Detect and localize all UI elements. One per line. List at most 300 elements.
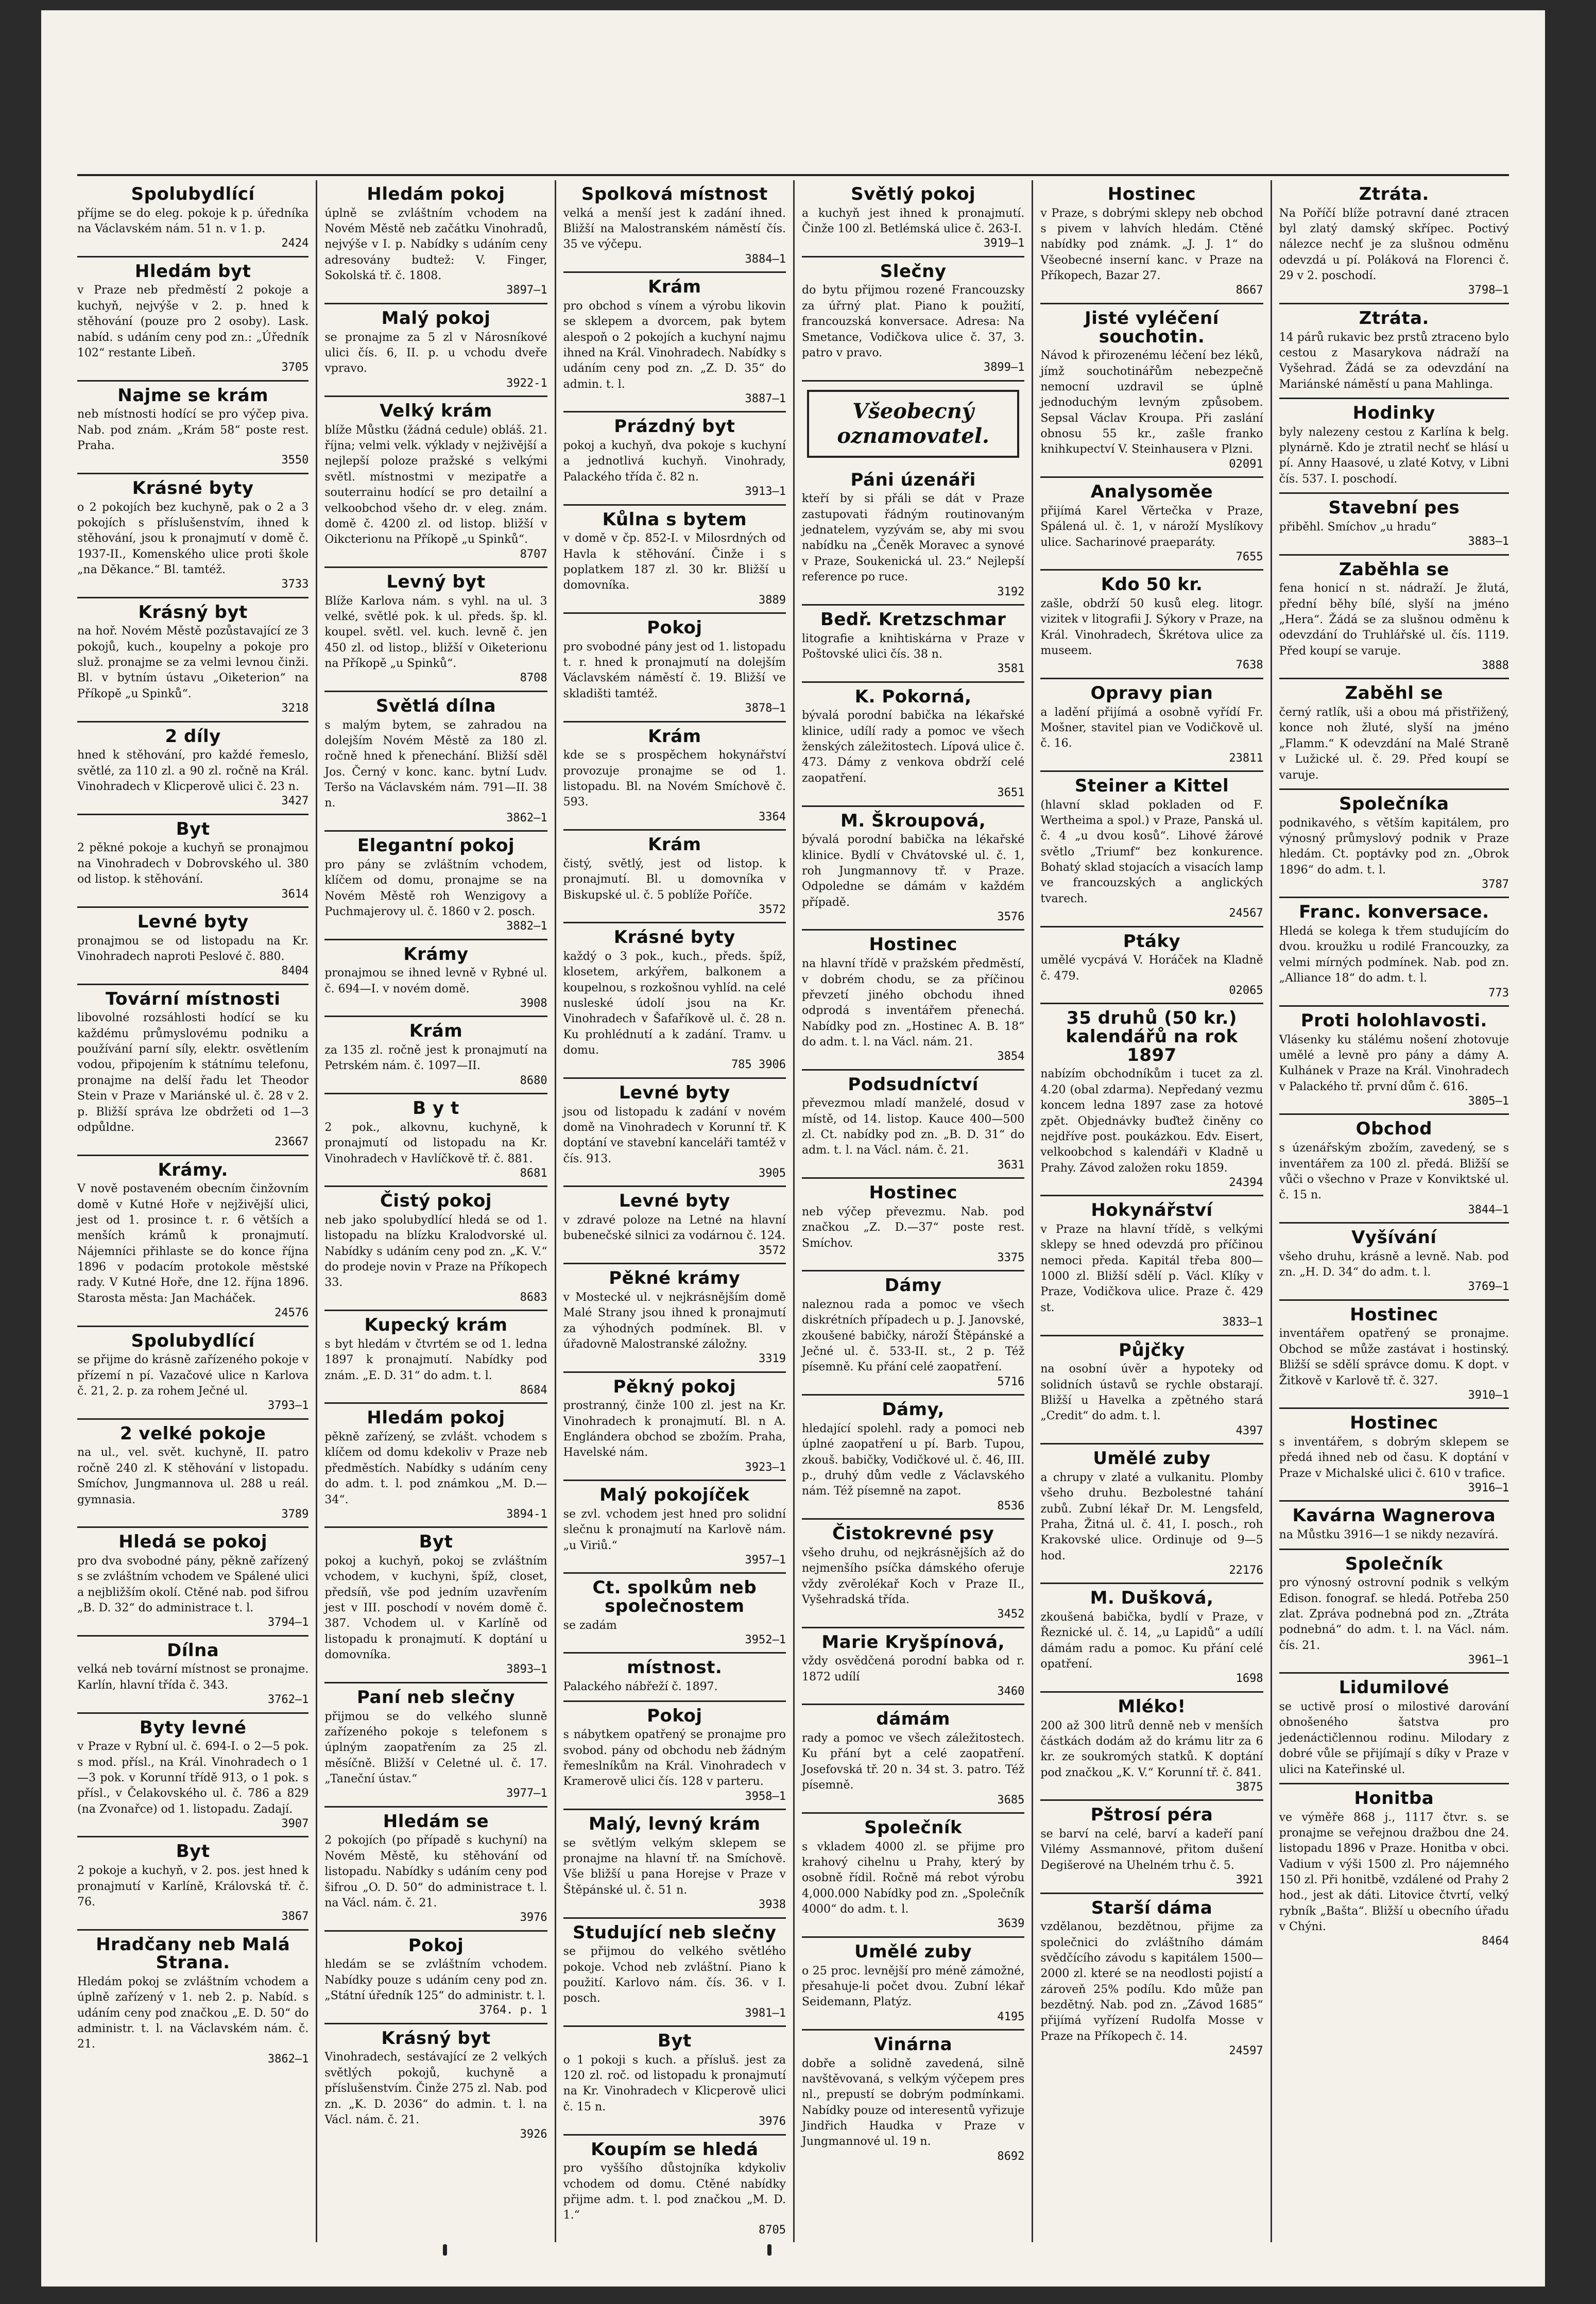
ad-title: Čistokrevné psy bbox=[832, 1523, 994, 1544]
ad-title: Krásné byty bbox=[613, 927, 735, 948]
classified-ad bbox=[1279, 1674, 1509, 1784]
ad-title: Starší dáma bbox=[1091, 1897, 1213, 1918]
ad-text: pokoj a kuchyň, dva pokoje s kuchyní a jednotlivá kuchyň. Vinohrady, Palackého třída č. 82 n. bbox=[563, 439, 786, 484]
newspaper-page bbox=[41, 10, 1545, 2286]
ad-text: a kuchyň jest ihned k pronajmutí. Činže 100 zl. Betlémská ulice č. 263-I. bbox=[802, 207, 1025, 236]
classified-ad bbox=[1279, 1224, 1509, 1301]
ad-text: umělé vycpává V. Horáček na Kladně č. 479. bbox=[1040, 954, 1263, 983]
ad-code: 7655 bbox=[1235, 550, 1263, 563]
ad-code: 3833—1 bbox=[1222, 1316, 1263, 1329]
classified-ad bbox=[802, 180, 1024, 257]
ad-code: 3926 bbox=[520, 2128, 547, 2141]
ad-text: bývalá porodní babička na lékařské klinice, udílí rady a pomoc ve všech ženských záležitostech. Lípová ulice č. 473. Dámy z venkova obdrží celé zaopatření. bbox=[802, 709, 1025, 785]
classified-ad bbox=[324, 1808, 547, 1932]
ad-title: Steiner a Kittel bbox=[1074, 775, 1229, 796]
classified-ad bbox=[1279, 1301, 1509, 1409]
ad-code: 3705 bbox=[281, 361, 309, 374]
ad-title: Vinárna bbox=[874, 2034, 953, 2055]
ad-code: 3875 bbox=[1235, 1780, 1263, 1794]
classified-ad bbox=[802, 1179, 1024, 1271]
footer-mark-right bbox=[767, 2244, 771, 2256]
classified-ad bbox=[802, 1628, 1024, 1706]
ad-title: M. Dušková, bbox=[1090, 1588, 1214, 1609]
ad-text: se přijme do krásně zařízeného pokoje v přízemí n pí. Vazačové ulice n Karlova č. 21, 2. p. za rohem Ječné ul. bbox=[77, 1353, 309, 1398]
ad-text: velká neb tovární místnost se pronajme. Karlín, hlavní třída č. 343. bbox=[77, 1663, 309, 1692]
ad-code: 3854 bbox=[997, 1050, 1025, 1063]
classified-ad bbox=[324, 940, 547, 1018]
ad-title: Pokoj bbox=[408, 1935, 464, 1956]
ad-text: každý o 3 pok., kuch., předs. špíž, klosetem, arkýřem, balkonem a koupelnou, s rozkošnou vyhlíd. na celé nusleské údolí jsou na Kr. Vinohradech v Šafaříkově ul. č. 28 n. Ku prohlédnutí a k zadání. Tramv. u domu. bbox=[563, 950, 786, 1057]
classified-ad bbox=[1279, 790, 1509, 899]
ad-code: 3639 bbox=[997, 1917, 1025, 1931]
classified-ad bbox=[563, 2136, 786, 2243]
classified-ad bbox=[1279, 494, 1509, 555]
ad-text: přijmou se do velkého slunně zařízeného pokoje s telefonem s úplným zaopatřením za 25 zl. měsíčně. Bližší v Celetné ul. č. 17. „Taneční ústav.“ bbox=[324, 1710, 547, 1785]
ad-code: 3893—1 bbox=[506, 1663, 547, 1676]
ad-code: 8680 bbox=[520, 1074, 547, 1087]
classified-ad bbox=[1279, 1550, 1509, 1674]
ad-text: pro výnosný ostrovní podnik s velkým Edison. fonograf. se hledá. Potřeba 250 zlat. Zpráva podnebná pod zn. „Ztráta podnebná“ do adm. t. l. na Václ. nám. čís. 21. bbox=[1279, 1576, 1509, 1652]
ad-code: 8708 bbox=[520, 672, 547, 685]
ad-code: 7638 bbox=[1235, 659, 1263, 672]
top-rule bbox=[77, 174, 1509, 176]
ad-title: 2 velké pokoje bbox=[119, 1423, 266, 1444]
classified-ad bbox=[324, 1017, 547, 1094]
ad-code: 3897—1 bbox=[506, 284, 547, 297]
ad-text: pro obchod s vínem a výrobu likovin se sklepem a dvorcem, pak bytem alespoň o 2 pokojích a kuchyní najmu ihned na Král. Vinohradech. Nabídky s udáním ceny pod zn. „Z. D. 35“ do admin. t. l. bbox=[563, 299, 786, 391]
classified-ad bbox=[563, 1079, 786, 1188]
classified-ad bbox=[1279, 1409, 1509, 1502]
classified-ad bbox=[1040, 1445, 1263, 1584]
ad-code: 5716 bbox=[997, 1375, 1025, 1388]
classified-ad bbox=[802, 931, 1024, 1070]
ad-code: 3976 bbox=[759, 2115, 786, 2128]
classified-ad bbox=[1040, 180, 1263, 304]
ad-text: černý ratlík, uši a obou má přistřižený, konce noh žluté, slyší na jméno „Flamm.“ K odevzdání na Malé Straně v Lužické ul. č. 29. Před koupí se varuje. bbox=[1279, 706, 1509, 782]
ad-code: 23667 bbox=[274, 1136, 309, 1149]
classified-ad bbox=[802, 2031, 1024, 2169]
ad-code: 3916—1 bbox=[1468, 1482, 1509, 1495]
ad-text: vzdělanou, bezdětnou, přijme za společnici do zvláštního dámám svědčícího závodu s kapitálem 1500—2000 zl. které se na neodlosti pojistí a zároveň 25% podílu. Kdo může pan bezdětný. Nab. pod zn. „Závod 1685“ přijímá vyřízení Rudolfa Mosse v Praze na Příkopech č. 14. bbox=[1040, 1920, 1263, 2043]
ad-code: 3884—1 bbox=[745, 252, 786, 266]
ad-text: za 135 zl. ročně jest k pronajmutí na Petrském nám. č. 1097—II. bbox=[324, 1044, 547, 1073]
ad-text: libovolné rozsáhlosti hodící se ku každému průmyslovému podniku a používání parní síly, elektr. osvětlením vodou, připojením k státnímu telefonu, pronajme na delší řadu let Theodor Stein v Praze v Mariánské ul. č. 28 v 2. p. Bližší správa lze obdržeti od 1—3 odpůldne. bbox=[77, 1011, 309, 1134]
classified-ad bbox=[77, 1637, 308, 1714]
ad-code: 3572 bbox=[759, 903, 786, 916]
classified-ad bbox=[77, 723, 308, 815]
ad-title: Krásný byt bbox=[381, 2027, 491, 2049]
column-1 bbox=[77, 180, 316, 2242]
ad-title: Slečny bbox=[880, 261, 947, 282]
ad-code: 3977—1 bbox=[506, 1787, 547, 1800]
ad-text: se přijmou do velkého světlého pokoje. Vchod neb zvláštní. Piano k použití. Karlovo nám. čís. 36. v I. posch. bbox=[563, 1945, 786, 2005]
ad-code: 8464 bbox=[1482, 1935, 1509, 1948]
ad-text: v Praze, s dobrými sklepy neb obchod s pivem v lahvích hledám. Ctěné nabídky pod známk. „J. J. 1“ do Všeobecné inserní kanc. v Praze na Příkopech, Bazar 27. bbox=[1040, 207, 1263, 283]
ad-title: Spolubydlící bbox=[131, 184, 255, 204]
ad-title: Pokoj bbox=[647, 617, 702, 639]
ad-text: na hlavní třídě v pražském předměstí, v dobrém chodu, se za příčinou převzetí jiného obchodu ihned odprodá s inventářem přenechá. Nabídky pod zn. „Hostinec A. B. 18“ do adm. t. l. na Václ. nám. 21. bbox=[802, 957, 1025, 1048]
ad-text: nabízím obchodníkům i tucet za zl. 4.20 (obal zdarma). Nepředaný vezmu koncem ledna 1897 zase za hotové zpět. Objednávky buďtež činěny co nejdříve post. poukázkou. Edv. Eisert, velkoobchod s kalendáři v Kladně u Prahy. Závod založen roku 1859. bbox=[1040, 1068, 1263, 1175]
classified-ad bbox=[1279, 1007, 1509, 1115]
classified-ad bbox=[802, 466, 1024, 606]
ad-code: 24597 bbox=[1229, 2044, 1263, 2058]
ad-code: 3952—1 bbox=[745, 1634, 786, 1647]
ad-text: se zadám bbox=[563, 1619, 617, 1632]
ad-text: prostranný, činže 100 zl. jest na Kr. Vinohradech k pronajmutí. Bl. n A. Englándera obchod se zbožím. Praha, Havelské nám. bbox=[563, 1399, 786, 1459]
ad-text: v Mostecké ul. v nejkrásnějším domě Malé Strany jsou ihned k pronajmutí za výhodných podmínek. Bl. v úřadovně Malostranské záložny. bbox=[563, 1291, 786, 1351]
ad-title: Dámy, bbox=[882, 1399, 945, 1420]
classified-ad bbox=[77, 908, 308, 985]
ad-text: v zdravé poloze na Letné na hlavní bubenečské silnici za vodárnou č. 124. bbox=[563, 1214, 786, 1243]
ad-text: pro vyššího důstojníka kdykoliv vchodem od domu. Ctěné nabídky přijme adm. t. l. pod značkou „M. D. 1.“ bbox=[563, 2162, 786, 2222]
classified-ad bbox=[563, 1481, 786, 1574]
ad-code: 8667 bbox=[1235, 284, 1263, 297]
classified-ad bbox=[324, 1528, 547, 1683]
ad-title: Kupecký krám bbox=[364, 1315, 508, 1336]
ad-title: Najme se krám bbox=[117, 385, 269, 406]
ad-text: neb místnosti hodící se pro výčep piva. Nab. pod znám. „Krám 58“ poste rest. Praha. bbox=[77, 408, 309, 453]
ad-code: 3862—1 bbox=[267, 2052, 309, 2066]
classified-ad bbox=[77, 257, 308, 382]
ad-title: Krám bbox=[648, 726, 701, 747]
ad-title: Bedř. Kretzschmar bbox=[820, 609, 1006, 630]
ad-text: 14 párů rukavic bez prstů ztraceno bylo cestou z Masarykova nádraží na Vyšehrad. Žádá se za odevzdání na Mariánské náměstí u pana Mahlinga. bbox=[1279, 331, 1509, 391]
classified-ad bbox=[563, 1574, 786, 1654]
classified-ad bbox=[1040, 772, 1263, 927]
classified-ad bbox=[563, 506, 786, 614]
ad-title: Prázdný byt bbox=[614, 416, 735, 437]
ad-title: místnost. bbox=[627, 1657, 723, 1678]
ad-text: V nově postaveném obecním činžovním domě v Kutné Hoře v nejživější ulici, jest od 1. prosince t. r. 6 větších a menších krámů k pronajmutí. Nájemníci přihlaste se do konce října 1896 v podacím protokole městské rady. V Kutné Hoře, dne 12. října 1896. Starosta města: Jan Macháček. bbox=[77, 1182, 309, 1305]
column-5 bbox=[1032, 180, 1270, 2242]
ad-code: 8404 bbox=[281, 965, 309, 978]
classified-ad bbox=[1279, 1784, 1509, 1954]
ad-title: Zaběhla se bbox=[1338, 559, 1449, 580]
ad-text: zkoušená babička, bydlí v Praze, v Řeznické ul. č. 14, „u Lapidů“ a udílí dámám radu a pomoc. Ku přání celé opatření. bbox=[1040, 1611, 1263, 1671]
ad-code: 3375 bbox=[997, 1251, 1025, 1264]
ad-title: K. Pokorná, bbox=[854, 686, 972, 707]
ad-title: Levný byt bbox=[386, 571, 486, 592]
ad-text: všeho druhu, krásně a levně. Nab. pod zn. „H. D. 34“ do adm. t. l. bbox=[1279, 1250, 1509, 1279]
ad-code: 3789 bbox=[281, 1507, 309, 1521]
ad-text: se světlým velkým sklepem se pronajme na hlavní tř. na Smíchově. Vše bližší u pana Horejse v Praze v Štěpánské ul. č. 51 n. bbox=[563, 1836, 786, 1897]
ad-text: ve výměře 868 j., 1117 čtvr. s. se pronajme se veřejnou dražbou dne 24. listopadu 1896 v Praze. Honitba v obci. Vadium v výši 1500 zl. Pro nájemného 150 zl. Při honitbě, vzdálené od Prahy 2 hod., jest ak dáti. Litovice čtvrtí, velký rybník „Bašta“. Bližší u obecního úřadu v Chýni. bbox=[1279, 1811, 1509, 1934]
classified-ad bbox=[77, 1931, 308, 2072]
ad-code: 3862—1 bbox=[506, 811, 547, 824]
classified-columns bbox=[77, 180, 1509, 2237]
ad-text: Palackého nábřeží č. 1897. bbox=[563, 1680, 718, 1694]
classified-ad bbox=[802, 1271, 1024, 1396]
ad-text: čistý, světlý, jest od listop. k pronajmutí. Bl. u domovníka v Biskupské ul. č. 5 poblíže Poříče. bbox=[563, 857, 786, 902]
classified-ad bbox=[563, 1373, 786, 1482]
classified-ad bbox=[563, 831, 786, 923]
ad-title: Marie Kryšpínová, bbox=[821, 1631, 1005, 1653]
classified-ad bbox=[802, 1705, 1024, 1814]
ad-title: Hradčany neb Malá Strana. bbox=[96, 1934, 290, 1973]
ad-title: Krám bbox=[648, 834, 701, 855]
ad-text: se barví na celé, barví a kadeří paní Vilémy Assmannové, přitom dušení Degišerové na Uhelném trhu č. 5. bbox=[1040, 1828, 1263, 1872]
ad-text: pěkně zařízený, se zvlášt. vchodem s klíčem od domu kdekoliv v Praze neb předměstích. Nabídky s udáním ceny do adm. t. l. pod známkou „M. D.—34“. bbox=[324, 1431, 547, 1506]
ad-text: kde se s prospěchem hokynářství provozuje pronajme se od 1. listopadu. Bl. na Novém Smíchově č. 593. bbox=[563, 749, 786, 809]
ad-code: 4397 bbox=[1235, 1424, 1263, 1437]
ad-title: Byt bbox=[657, 2031, 692, 2052]
ad-code: 3685 bbox=[997, 1793, 1025, 1807]
ad-code: 3882—1 bbox=[506, 920, 547, 933]
ad-text: přiběhl. Smíchov „u hradu“ bbox=[1279, 520, 1437, 534]
classified-ad bbox=[1279, 556, 1509, 680]
ad-code: 3793—1 bbox=[267, 1399, 309, 1413]
ad-text: pronajmou se ihned levně v Rybné ul. č. 694—I. v novém domě. bbox=[324, 967, 547, 995]
ad-text: s úzenářským zbožím, zavedený, se s inventářem za 100 zl. předá. Bližší se vůči o všechno v Praze v Konviktské ul. č. 15 n. bbox=[1279, 1142, 1509, 1202]
ad-title: Hostinec bbox=[1107, 184, 1196, 204]
classified-ad bbox=[563, 1654, 786, 1701]
ad-title: 2 díly bbox=[165, 726, 221, 747]
ad-code: 3905 bbox=[759, 1166, 786, 1180]
ad-text: Na Poříčí blíže potravní dané ztracen byl zlatý damský skřípec. Poctivý nálezce nechť je za slušnou odměnu odevzdá u pí. Poláková na Florenci č. 29 v 2. poschodí. bbox=[1279, 207, 1509, 283]
ad-title: Pokoj bbox=[647, 1705, 702, 1726]
ad-text: litografie a knihtiskárna v Praze v Poštovské ulici čís. 38 n. bbox=[802, 632, 1025, 661]
footer-marks bbox=[41, 2235, 1545, 2256]
ad-title: Malý, levný krám bbox=[589, 1814, 761, 1835]
classified-ad bbox=[324, 397, 547, 568]
ad-title: Byt bbox=[419, 1532, 453, 1553]
ad-text: naleznou rada a pomoc ve všech diskrétních případech u p. J. Janovské, zkoušené babičky, nároží Štěpánské a Ječné ul. č. 533-II. st., 2 p. Též písemně. Ku přání celé zaopatření. bbox=[802, 1298, 1025, 1374]
classified-ad bbox=[563, 1919, 786, 2027]
classified-ad bbox=[1279, 1115, 1509, 1224]
ad-code: 3581 bbox=[997, 662, 1025, 676]
classified-ad bbox=[563, 2027, 786, 2136]
ad-title: Dámy bbox=[884, 1275, 942, 1296]
ad-code: 3910—1 bbox=[1468, 1388, 1509, 1402]
ad-text: s vkladem 4000 zl. se přijme pro krahový cihelnu u Prahy, který by osobně řídil. Ročně má rebot výrobu 4,000.000 Nabídky pod zn. „Společník 4000“ do adm. t. l. bbox=[802, 1840, 1025, 1916]
ad-title: Paní neb slečny bbox=[356, 1687, 516, 1708]
ad-text: dobře a solidně zavedená, silně navštěvovaná, s velkým výčepem pres nl., prepustí se dobrým podmínkami. Nabídky pouze od interesentů vyřizuje Jindřich Haudka v Praze v Jungmannové ul. 19 n. bbox=[802, 2057, 1025, 2148]
ad-title: Kdo 50 kr. bbox=[1101, 574, 1203, 595]
classified-ad bbox=[802, 606, 1024, 683]
ad-text: hledám se se zvláštním vchodem. Nabídky pouze s udáním ceny pod zn. „Státní úředník 125“ do administr. t. l. bbox=[324, 1958, 547, 2003]
ad-code: 3976 bbox=[520, 1911, 547, 1924]
ad-title: Světlý pokoj bbox=[851, 184, 976, 204]
classified-ad bbox=[324, 180, 547, 304]
ad-text: se zvl. vchodem jest hned pro solidní slečnu k pronajmutí na Karlově nám. „u Viriů.“ bbox=[563, 1507, 786, 1552]
ad-title: Kůlna s bytem bbox=[602, 509, 747, 530]
classified-ad bbox=[1040, 927, 1263, 1005]
ad-title: Analysoměe bbox=[1090, 482, 1213, 503]
classified-ad bbox=[1040, 1693, 1263, 1801]
ad-text: na hoř. Novém Městě pozůstavající ze 3 pokojů, kuch., koupelny a pokoje pro služ. pronajme se za velmi levnou činži. Bl. v bytním ústavu „Oiketerion“ na Příkopě „u Spinků“. bbox=[77, 625, 309, 700]
ad-code: 3887—1 bbox=[745, 392, 786, 405]
ad-code: 3733 bbox=[281, 578, 309, 591]
classified-ad bbox=[324, 692, 547, 832]
ad-title: Proti holohlavosti. bbox=[1300, 1010, 1487, 1031]
ad-title: Ct. spolkům neb společnostem bbox=[592, 1577, 757, 1617]
ad-text: převezmou mladí manželé, dosud v místě, od 14. listop. Kauce 400—500 zl. Ct. nabídky pod zn. „B. D. 31“ do adm. t. l. na Václ. nám. č. 21. bbox=[802, 1097, 1025, 1157]
ad-text: v Praze neb předměstí 2 pokoje a kuchyň, nejvýše v 2. p. hned k stěhování (pouze pro 2 osoby). Lask. nabíd. s udáním ceny pod zn.: „Úředník 102“ restante Libeň. bbox=[77, 284, 309, 359]
ad-title: Podsudníctví bbox=[848, 1074, 979, 1095]
ad-title: Hledám byt bbox=[134, 261, 251, 282]
ad-text: na Můstku 3916—1 se nikdy nezavírá. bbox=[1279, 1528, 1499, 1542]
ad-text: o 1 pokoji s kuch. a přísluš. jest za 120 zl. roč. od listopadu k pronajmutí na Kr. Vinohradech v Klicperově ulici č. 15 n. bbox=[563, 2053, 786, 2113]
ad-text: 2 pokojích (po případě s kuchyní) na Novém Městě, ku stěhování od listopadu. Nabídky s udáním ceny pod šifrou „O. D. 50“ do administrace t. l. na Václ. nám. č. 21. bbox=[324, 1834, 547, 1910]
ad-text: v Praze v Rybní ul. č. 694-I. o 2—5 pok. s mod. přísl., na Král. Vinohradech o 1—3 pok. v Korunní třídě 913, o 1 pok. s přísl., v Čelakovského ul. č. 786 a 829 (na Zvonařce) od 1. listopadu. Zadají. bbox=[77, 1740, 309, 1816]
ad-title: 35 druhů (50 kr.) kalendářů na rok 1897 bbox=[1066, 1008, 1238, 1065]
ad-text: jsou od listopadu k zadání v novém domě na Vinohradech v Korunní tř. K doptání ve stavební kanceláři tamtéž v čís. 913. bbox=[563, 1105, 786, 1165]
classified-ad bbox=[77, 474, 308, 598]
column-3 bbox=[555, 180, 793, 2242]
ad-title: Společník bbox=[1345, 1553, 1443, 1574]
ad-title: Kavárna Wagnerova bbox=[1292, 1505, 1496, 1526]
ad-code: 8705 bbox=[759, 2223, 786, 2237]
classified-ad bbox=[77, 1420, 308, 1528]
classified-ad bbox=[802, 1071, 1024, 1179]
ad-code: 3938 bbox=[759, 1898, 786, 1912]
ad-title: Krásné byty bbox=[132, 477, 254, 498]
classified-ad bbox=[1040, 1584, 1263, 1693]
ad-title: Malý pokojíček bbox=[599, 1485, 750, 1506]
ad-code: 3794—1 bbox=[267, 1616, 309, 1629]
footer-mark-left bbox=[443, 2244, 447, 2256]
classified-ad bbox=[563, 614, 786, 723]
ad-code: 8707 bbox=[520, 547, 547, 561]
ad-code: 3883—1 bbox=[1468, 535, 1509, 548]
ad-code: 3957—1 bbox=[745, 1553, 786, 1567]
classified-ad bbox=[563, 1702, 786, 1811]
ad-code: 3427 bbox=[281, 795, 309, 808]
ad-text: pro svobodné pány jest od 1. listopadu t. r. hned k pronajmutí na dolejším Václavském náměstí č. 19. Bližší ve skladišti tamtéž. bbox=[563, 640, 786, 700]
ad-text: se pronajme za 5 zl v Nárosníkové ulici čís. 6, II. p. u vchodu dveře vpravo. bbox=[324, 331, 547, 375]
ad-code: 3922-1 bbox=[506, 376, 547, 390]
ad-text: s byt hledám v čtvrtém se od 1. ledna 1897 k pronajmutí. Nabídky pod znám. „E. D. 31“ do adm. t. l. bbox=[324, 1337, 547, 1382]
ad-text: neb výčep převezmu. Nab. pod značkou „Z. D.—37“ poste rest. Smíchov. bbox=[802, 1205, 1025, 1250]
ad-title: Půjčky bbox=[1119, 1339, 1185, 1361]
ad-title: Opravy pian bbox=[1090, 682, 1213, 703]
ad-text: a chrupy v zlaté a vulkanitu. Plomby všeho druhu. Bezbolestné tahání zubů. Zubní lékař Dr. M. Lengsfeld, Praha, Žitná ul. č. 41, I. posch., roh Krakovské ulice. Ordinuje od 9—5 hod. bbox=[1040, 1471, 1263, 1562]
ad-text: neb jako spolubydlící hledá se od 1. listopadu na blízku Kralodvorské ul. Nabídky s udáním ceny pod zn. „K. V.“ do prodeje novin v Praze na Příkopech 33. bbox=[324, 1214, 547, 1289]
ad-text: fena honicí n st. nádraží. Je žlutá, přední běhy bílé, slyší na jméno „Hera“. Žádá se za slušnou odměnu k odevzdání do Truhlářské ul. čís. 1119. Před koupí se varuje. bbox=[1279, 582, 1509, 658]
classified-ad bbox=[77, 598, 308, 723]
ad-text: 200 až 300 litrů denně neb v menších částkách dodám až do krámu litr za 6 kr. ze soukromých statků. K doptání pod značkou „K. V.“ Korunní tř. č. 841. bbox=[1040, 1719, 1263, 1779]
ad-title: Obchod bbox=[1355, 1119, 1432, 1140]
ad-code: 3867 bbox=[281, 1910, 309, 1923]
ad-code: 3787 bbox=[1482, 878, 1509, 891]
classified-ad bbox=[77, 1156, 308, 1327]
classified-ad bbox=[77, 1837, 308, 1930]
ad-text: pro pány se zvláštním vchodem, klíčem od domu, pronajme se na Novém Městě roh Wenzigovy a Puchmajerovy ul. č. 1860 v 2. posch. bbox=[324, 858, 547, 918]
ad-text: na ul., vel. svět. kuchyně, II. patro ročně 240 zl. K stěhování v listopadu. Smíchov, Jungmannova ul. 288 u reál. gymnasia. bbox=[77, 1446, 309, 1506]
classified-ad bbox=[1040, 571, 1263, 679]
classified-ad bbox=[1279, 898, 1509, 1007]
ad-code: 24567 bbox=[1229, 907, 1263, 920]
ad-text: příjme se do eleg. pokoje k p. úředníka na Václavském nám. 51 n. v 1. p. bbox=[77, 207, 309, 236]
ad-code: 8683 bbox=[520, 1291, 547, 1304]
classified-ad bbox=[802, 1520, 1024, 1628]
ad-title: Hostinec bbox=[1350, 1413, 1438, 1434]
ad-code: 8684 bbox=[520, 1384, 547, 1397]
ad-title: Světlá dílna bbox=[375, 695, 496, 716]
classified-ad bbox=[1040, 1801, 1263, 1894]
ad-title: Umělé zuby bbox=[1093, 1448, 1211, 1469]
classified-ad bbox=[77, 1327, 308, 1420]
ad-text: bývalá porodní babička na lékařské klinice. Bydlí v Chvátovské ul. č. 1, roh Jungmannovy tř. v Praze. Odpoledne se dámám v každém případě. bbox=[802, 833, 1025, 909]
ad-text: Hledám pokoj se zvláštním vchodem a úplně zařízený v 1. neb 2. p. Nabíd. s udáním ceny pod značkou „E. D. 50“ do administr. t. l. na Václavském nám. č. 21. bbox=[77, 1975, 309, 2051]
ad-title: Dílna bbox=[167, 1640, 219, 1661]
ad-text: (hlavní sklad pokladen od F. Wertheima a spol.) v Praze, Panská ul. č. 4 „u dvou kosů“. Lihové žárové světlo „Triumf“ bez konkurence. Bohatý sklad stojacích a visacích lamp ve francouzských a anglických tvarech. bbox=[1040, 798, 1263, 905]
ad-code: 3899—1 bbox=[983, 361, 1025, 374]
ad-title: Vyšívání bbox=[1351, 1227, 1437, 1248]
ad-text: na osobní úvěr a hypoteky od solidních ústavů se rychle obstarají. Bližší u Havelka a zpětného stará „Credit“ do adm. t. l. bbox=[1040, 1363, 1263, 1423]
ad-text: pro dva svobodné pány, pěkně zařízený s se zvláštním vchodem ve Spálené ulici a nejbližším okolí. Ctěné nab. pod šifrou „B. D. 32“ do administrace t. l. bbox=[77, 1554, 309, 1615]
ad-title: Byt bbox=[176, 1841, 210, 1862]
ad-title: Krámy bbox=[403, 943, 469, 965]
ad-code: 773 bbox=[1488, 986, 1509, 1000]
classified-ad bbox=[1279, 679, 1509, 789]
ad-code: 3878—1 bbox=[745, 702, 786, 715]
ad-text: Blíže Karlova nám. s vyhl. na ul. 3 velké, světlé pok. k ul. předs. šp. kl. koupel. světl. vel. kuch. levně č. jen 450 zl. od listop., bližší v Oiketerionu na Příkopě „u Spinků“. bbox=[324, 594, 547, 670]
classified-ad bbox=[77, 1714, 308, 1838]
classified-ad bbox=[563, 923, 786, 1079]
ad-title: Hostinec bbox=[869, 934, 957, 955]
ad-title: Levné byty bbox=[619, 1082, 730, 1103]
ad-text: Vlásenky ku stálému nošení zhotovuje umělé a levně pro pány a dámy A. Kulhánek v Praze na Král. Vinohradech v Palackého tř. první dům č. 616. bbox=[1279, 1033, 1509, 1093]
ad-text: se uctivě prosí o milostivé darování obnošeného šatstva pro jedenáctičlennou rodinu. Milodary z dobré vůle se přijímají s díky v Praze v ulici na Kateřinské ul. bbox=[1279, 1700, 1509, 1776]
ad-code: 4195 bbox=[997, 2010, 1025, 2023]
ad-code: 3921 bbox=[1235, 1873, 1263, 1887]
classified-ad bbox=[563, 1187, 786, 1264]
classified-ad bbox=[1279, 399, 1509, 494]
ad-text: 2 pok., alkovnu, kuchyně, k pronajmutí od listopadu na Kr. Vinohradech v Havlíčkově tř. č. 881. bbox=[324, 1121, 547, 1165]
ad-code: 3319 bbox=[759, 1352, 786, 1366]
column-2 bbox=[316, 180, 554, 2242]
classified-ad bbox=[802, 1396, 1024, 1520]
ad-text: do bytu přijmou rozené Francouzsky za úřrný plat. Piano k použití, francouzská konversace. Adresa: Na Smetance, Vodičkova ulice č. 37, 3. patro v pravo. bbox=[802, 284, 1025, 359]
ad-code: 3889 bbox=[759, 593, 786, 607]
ad-code: 3908 bbox=[520, 997, 547, 1010]
classified-ad bbox=[563, 180, 786, 273]
ad-code: 3919—1 bbox=[983, 237, 1025, 250]
classified-ad bbox=[77, 180, 308, 257]
ad-text: velká a menší jest k zadání ihned. Bližší na Malostranském náměstí čís. 35 ve výčepu. bbox=[563, 207, 786, 251]
ad-text: všeho druhu, od nejkrásnějších až do nejmenšího psíčka dámského oferuje vždy zvěrolékař Koch v Praze II., Vyšehradská třída. bbox=[802, 1546, 1025, 1606]
ad-code: 3805—1 bbox=[1468, 1095, 1509, 1108]
ad-title: Společníka bbox=[1339, 793, 1449, 814]
ad-code: 3844—1 bbox=[1468, 1203, 1509, 1216]
classified-ad bbox=[1279, 1502, 1509, 1550]
classified-ad bbox=[324, 1094, 547, 1187]
ad-code: 3769—1 bbox=[1468, 1280, 1509, 1294]
ad-text: pronajmou se od listopadu na Kr. Vinohradech naproti Peslové č. 880. bbox=[77, 934, 309, 963]
ad-title: Spolková místnost bbox=[581, 184, 768, 204]
ad-title: Hledám pokoj bbox=[367, 1407, 505, 1429]
ad-text: hledající spolehl. rady a pomoci neb úplné zaopatření u pí. Barb. Tupou, zkouš. babičky, Vodičkové ul. č. 46, III. p., druhý dům vedle z Václavského nám. Též písemně na zapot. bbox=[802, 1422, 1025, 1498]
ad-code: 3762—1 bbox=[267, 1693, 309, 1707]
classified-ad bbox=[802, 1938, 1024, 2031]
ad-text: inventářem opatřený se pronajme. Obchod se může zastávat i hostinský. Bližší se sdělí správce domu. K dopt. v Žitkově v Karlově tř. č. 327. bbox=[1279, 1327, 1509, 1387]
ad-code: 3192 bbox=[997, 585, 1025, 598]
ad-code: 3614 bbox=[281, 887, 309, 901]
ad-text: s nábytkem opatřený se pronajme pro svobod. pány od obchodu neb žádným řemeslníkům na Král. Vinohradech v Kramerově ulici čís. 128 v parteru. bbox=[563, 1728, 786, 1789]
ad-code: 3631 bbox=[997, 1158, 1025, 1172]
ad-title: Levné byty bbox=[137, 911, 249, 932]
column-4 bbox=[793, 180, 1032, 2242]
ad-title: Franc. konversace. bbox=[1299, 902, 1489, 923]
promo-box: Všeobecný oznamovatel. bbox=[807, 390, 1019, 458]
ad-text: s inventářem, s dobrým sklepem se předá ihned neb od času. K doptání v Praze v Michalské ulici č. 610 v trafice. bbox=[1279, 1435, 1509, 1480]
classified-ad bbox=[324, 1187, 547, 1311]
ad-title: Spolubydlící bbox=[131, 1330, 255, 1351]
ad-text: rady a pomoc ve všech záležitostech. Ku přání byt a celé zaopatření. Josefovská tř. 20 n. 34 st. 3. patro. Též písemně. bbox=[802, 1732, 1025, 1792]
ad-title: Hokynářství bbox=[1091, 1200, 1213, 1221]
ad-title: Ztráta. bbox=[1359, 184, 1429, 204]
